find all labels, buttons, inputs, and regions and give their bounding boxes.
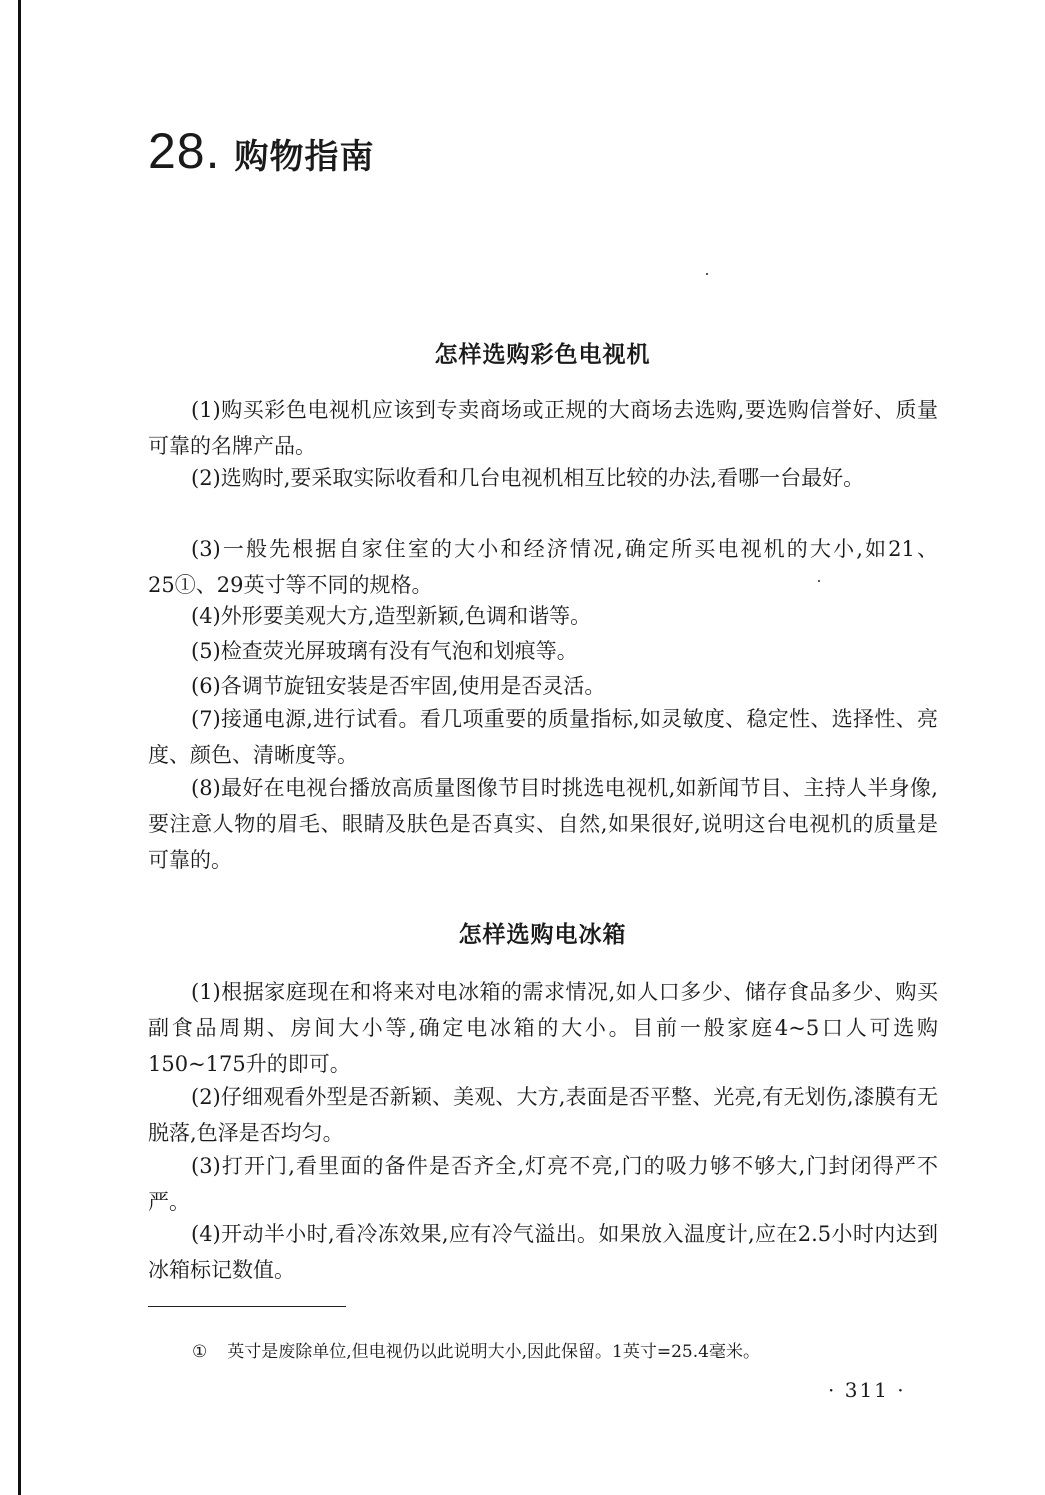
tv-paragraph-6: (6)各调节旋钮安装是否牢固,使用是否灵活。 [191, 674, 606, 698]
tv-paragraph-5: (5)检查荧光屏玻璃有没有气泡和划痕等。 [191, 639, 578, 663]
fridge-paragraph-3: (3)打开门,看里面的备件是否齐全,灯亮不亮,门的吸力够不够大,门封闭得严不严。 [148, 1154, 938, 1214]
tv-paragraph-3: (3)一般先根据自家住室的大小和经济情况,确定所买电视机的大小,如21、25①、29英寸等不同的规格。 [148, 537, 938, 597]
page-edge-rule [18, 0, 21, 1495]
fridge-paragraph-1: (1)根据家庭现在和将来对电冰箱的需求情况,如人口多少、储存食品多少、购买副食品周期、房间大小等,确定电冰箱的大小。目前一般家庭4~5口人可选购150~175升的即可。 [148, 980, 938, 1076]
chapter-heading [148, 122, 375, 180]
footnote-mark: ① [192, 1342, 208, 1362]
chapter-number: 28. [148, 123, 221, 179]
chapter-title: 购物指南 [234, 137, 375, 177]
fridge-paragraph-2: (2)仔细观看外型是否新颖、美观、大方,表面是否平整、光亮,有无划伤,漆膜有无脱落,色泽是否均匀。 [148, 1085, 938, 1145]
scan-speck [706, 273, 708, 275]
section-title-tv: 怎样选购彩色电视机 [434, 342, 651, 368]
tv-paragraph-8: (8)最好在电视台播放高质量图像节目时挑选电视机,如新闻节目、主持人半身像,要注意人物的眉毛、眼睛及肤色是否真实、自然,如果很好,说明这台电视机的质量是可靠的。 [148, 776, 938, 872]
footnote [192, 1339, 952, 1365]
fridge-paragraph-4: (4)开动半小时,看冷冻效果,应有冷气溢出。如果放入温度计,应在2.5小时内达到冰箱标记数值。 [148, 1222, 938, 1282]
tv-paragraph-4: (4)外形要美观大方,造型新颖,色调和谐等。 [191, 604, 592, 628]
page-number: · 311 · [828, 1378, 906, 1402]
section-title-fridge: 怎样选购电冰箱 [458, 922, 627, 948]
tv-paragraph-2: (2)选购时,要采取实际收看和几台电视机相互比较的办法,看哪一台最好。 [191, 466, 865, 490]
footnote-divider [148, 1306, 346, 1307]
tv-paragraph-7: (7)接通电源,进行试看。看几项重要的质量指标,如灵敏度、稳定性、选择性、亮度、颜色、清晰度等。 [148, 707, 938, 767]
tv-paragraph-1: (1)购买彩色电视机应该到专卖商场或正规的大商场去选购,要选购信誉好、质量可靠的名牌产品。 [148, 398, 938, 458]
footnote-text: 英寸是废除单位,但电视仍以此说明大小,因此保留。1英寸=25.4毫米。 [227, 1342, 760, 1362]
